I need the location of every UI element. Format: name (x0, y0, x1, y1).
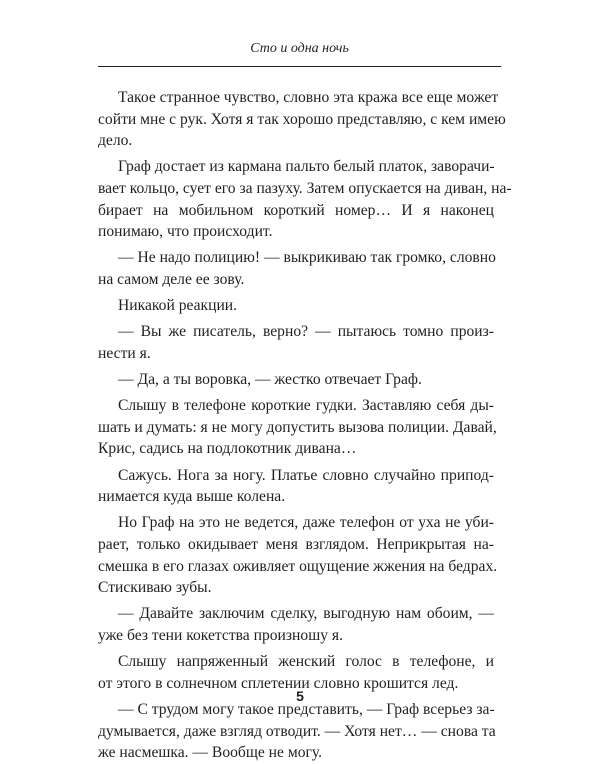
text-line: нимается куда выше колена. (98, 488, 286, 506)
text-line: на самом деле ее зову. (98, 270, 245, 288)
paragraph (98, 465, 494, 508)
text-line: сойти мне с рук. Хотя я так хорошо представляю, с кем имею (98, 110, 506, 128)
text-line: же насмешка. — Вообще не могу. (98, 744, 323, 762)
text-line: — Да, а ты воровка, — жестко отвечает Граф. (118, 371, 422, 389)
body-text (98, 87, 512, 764)
text-line: рает, только окидывает меня взглядом. Неприкрытая на- (98, 536, 494, 554)
text-line: понимаю, что происходит. (98, 223, 273, 241)
paragraph (98, 321, 494, 364)
text-line: Граф достает из кармана пальто белый платок, заворачи- (118, 158, 495, 176)
text-line: Слышу напряженный женский голос в телефоне, и (118, 653, 494, 671)
page-number: 5 (296, 688, 304, 704)
paragraph (98, 395, 497, 460)
text-line: вает кольцо, сует его за пазуху. Затем опускается на диван, на- (98, 179, 512, 197)
text-line: шать и думать: я не могу допустить вызова полиции. Давай, (98, 418, 497, 436)
text-line: уже без тени кокетства произношу я. (98, 627, 343, 644)
text-line: смешка в его глазах оживляет ощущение жжения на бедрах. (98, 557, 498, 575)
paragraph (98, 156, 512, 242)
text-line: Никакой реакции. (118, 297, 238, 315)
paragraph (98, 699, 494, 764)
text-line: Крис, садись на подлокотник дивана… (98, 440, 357, 458)
paragraph (98, 603, 494, 646)
text-line: Слышу в телефоне короткие гудки. Заставляю себя ды- (118, 397, 494, 415)
text-line: думывается, даже взгляд отводит. — Хотя нет… — снова та (98, 722, 496, 740)
text-line: — Давайте заключим сделку, выгодную нам обоим, — (118, 605, 494, 623)
text-line: от этого в солнечном сплетении словно крошится лед. (98, 674, 459, 692)
text-line: — Не надо полицию! — выкрикиваю так громко, словно (118, 249, 496, 267)
text-line: — С трудом могу такое представить, — Граф всерьез за- (118, 700, 495, 718)
header-rule (98, 66, 501, 67)
paragraph (98, 369, 494, 391)
paragraph (98, 512, 498, 598)
text-line: бирает на мобильном короткий номер… И я наконец (98, 201, 494, 219)
running-head-title: Сто и одна ночь (250, 41, 349, 56)
paragraph (98, 87, 506, 152)
text-line: — Вы же писатель, верно? — пытаюсь томно произ- (118, 323, 494, 341)
paragraph (98, 295, 494, 317)
text-line: нести я. (98, 344, 151, 362)
text-line: Стискиваю зубы. (98, 579, 212, 597)
text-line: Сажусь. Нога за ногу. Платье словно случайно припод- (118, 466, 494, 484)
text-line: дело. (98, 132, 133, 150)
text-line: Такое странное чувство, словно эта кража все еще может (118, 89, 499, 106)
paragraph (98, 247, 494, 290)
text-line: Но Граф на это не ведется, даже телефон от уха не уби- (118, 514, 494, 532)
